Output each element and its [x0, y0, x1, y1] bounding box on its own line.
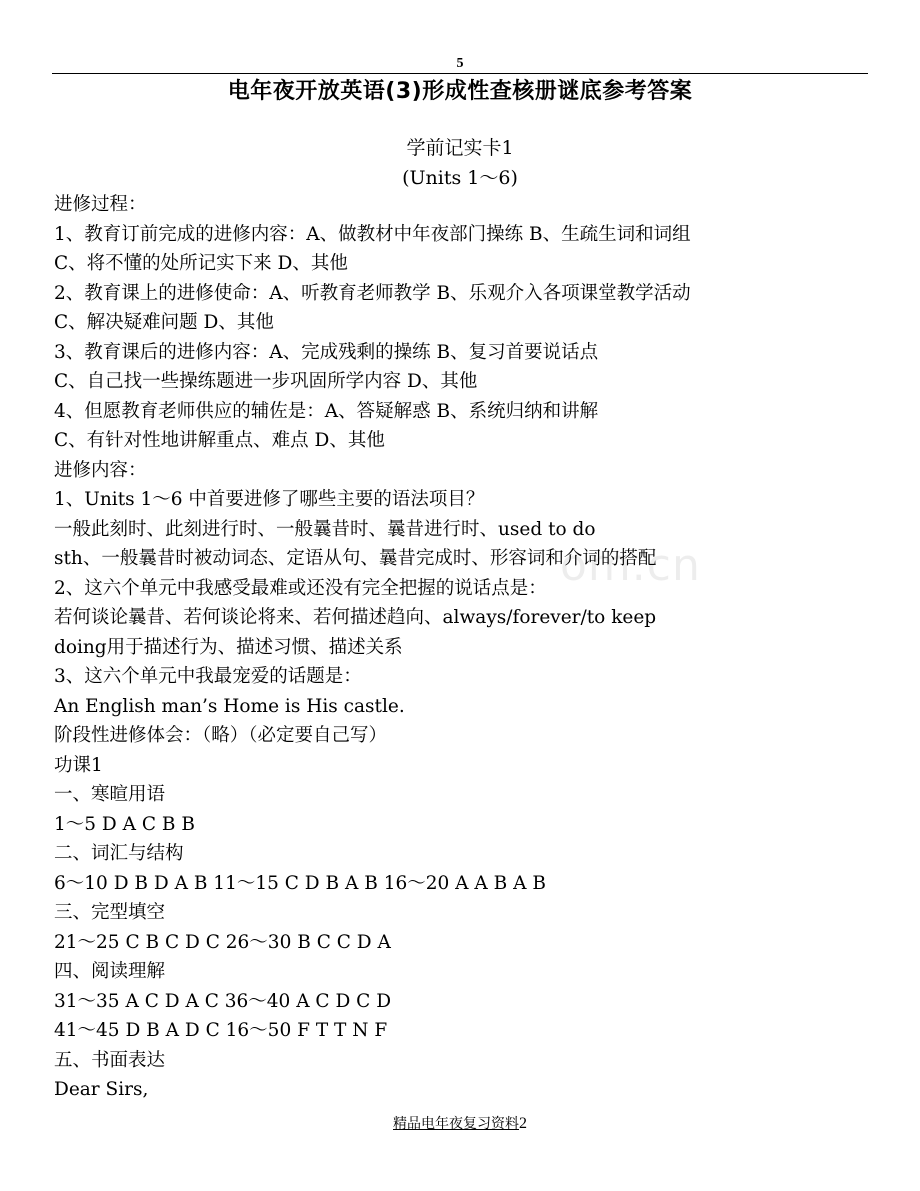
- text-line: 41～45 D B A D C 16～50 F T T N F: [54, 1020, 388, 1041]
- text-line: 进修内容：: [54, 459, 147, 481]
- text-line: 四、阅读理解: [54, 961, 166, 982]
- text-line: 五、书面表达: [54, 1049, 166, 1071]
- text-line: 4、但愿教育老师供应的辅佐是：A、答疑解惑 B、系统归纳和讲解: [54, 400, 599, 422]
- document-body: [54, 190, 854, 1105]
- text-line: C、有针对性地讲解重点、难点 D、其他: [54, 430, 385, 451]
- text-line: C、将不懂的处所记实下来 D、其他: [54, 253, 348, 274]
- text-line: 1、Units 1～6 中首要进修了哪些主要的语法项目？: [54, 489, 485, 510]
- text-line: C、解决疑难问题 D、其他: [54, 312, 274, 333]
- text-line: 31～35 A C D A C 36～40 A C D C D: [54, 990, 392, 1012]
- text-line: 1～5 D A C B B: [54, 813, 195, 835]
- card-title: 学前记实卡1: [406, 137, 514, 159]
- text-line: 21～25 C B C D C 26～30 B C C D A: [54, 931, 391, 953]
- footer-page-number: 2: [519, 1115, 527, 1132]
- text-line: Dear Sirs,: [54, 1079, 149, 1100]
- text-line: 二、词汇与结构: [54, 843, 184, 864]
- text-line: 3、这六个单元中我最宠爱的话题是：: [54, 666, 362, 687]
- text-line: C、自己找一些操练题进一步巩固所学内容 D、其他: [54, 371, 478, 392]
- text-line: 3、教育课后的进修内容：A、完成残剩的操练 B、复习首要说话点: [54, 341, 599, 363]
- footer-text: 精品电年夜复习资料: [393, 1117, 519, 1132]
- text-line: 一、寒暄用语: [54, 784, 166, 805]
- text-line: 三、完型填空: [54, 902, 166, 923]
- header-rule: [52, 73, 868, 74]
- text-line: An English man’s Home is His castle.: [54, 695, 405, 717]
- text-line: 2、教育课上的进修使命：A、听教育老师教学 B、乐观介入各项课堂教学活动: [54, 282, 691, 304]
- page-footer: [0, 1114, 920, 1135]
- text-line: 一般此刻时、此刻进行时、一般曩昔时、曩昔进行时、used to do: [54, 518, 596, 540]
- text-line: 6～10 D B D A B 11～15 C D B A B 16～20 A A B A B: [54, 872, 546, 894]
- text-line: 进修过程：: [54, 194, 147, 215]
- card-units: (Units 1～6): [402, 167, 518, 189]
- text-line: 若何谈论曩昔、若何谈论将来、若何描述趋向、always/forever/to keep: [54, 607, 657, 628]
- page-number: 5: [456, 56, 464, 71]
- text-line: 2、这六个单元中我感受最难或还没有完全把握的说话点是：: [54, 577, 547, 599]
- text-line: 阶段性进修体会：（略）（必定要自己写）: [54, 725, 388, 746]
- watermark: om.cn: [560, 540, 701, 591]
- text-line: sth、一般曩昔时被动词态、定语从句、曩昔完成时、形容词和介词的搭配: [54, 548, 657, 569]
- text-line: doing用于描述行为、描述习惯、描述关系: [54, 636, 403, 658]
- document-title: 电年夜开放英语(3)形成性查核册谜底参考答案: [227, 79, 693, 104]
- text-line: 1、教育订前完成的进修内容：A、做教材中年夜部门操练 B、生疏生词和词组: [54, 223, 691, 245]
- text-line: 功课1: [54, 754, 103, 776]
